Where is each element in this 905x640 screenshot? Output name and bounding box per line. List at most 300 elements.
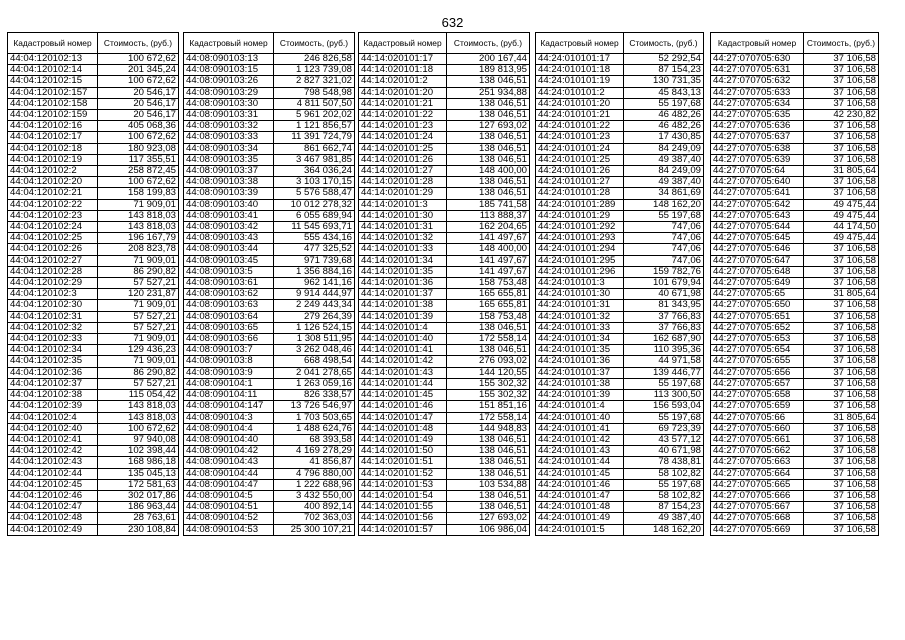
cadastral-number-cell: 44:04:120102:25: [8, 233, 98, 244]
cadastral-number-cell: 44:04:120102:23: [8, 210, 98, 221]
cost-cell: 55 197,68: [624, 378, 704, 389]
cost-cell: 186 963,44: [98, 502, 179, 513]
cadastral-number-cell: 44:24:010101:30: [536, 289, 624, 300]
cadastral-number-cell: 44:27:070705:635: [711, 110, 804, 121]
cadastral-number-cell: 44:27:070705:66: [711, 412, 804, 423]
cost-cell: 49 387,40: [624, 154, 704, 165]
table-row: [711, 412, 879, 423]
cost-cell: 276 093,02: [447, 356, 530, 367]
cost-cell: 40 671,98: [624, 446, 704, 457]
table-row: [184, 210, 355, 221]
table-row: [8, 490, 179, 501]
table-row: [8, 244, 179, 255]
table-row: [359, 468, 530, 479]
table-row: [536, 266, 704, 277]
cadastral-number-cell: 44:27:070705:634: [711, 98, 804, 109]
cost-cell: 185 741,58: [447, 199, 530, 210]
cadastral-number-cell: 44:27:070705:648: [711, 266, 804, 277]
table-row: [184, 87, 355, 98]
table-row: [8, 322, 179, 333]
cost-cell: 55 197,68: [624, 412, 704, 423]
cadastral-number-cell: 44:04:120102:37: [8, 378, 98, 389]
table-row: [359, 412, 530, 423]
table-row: [8, 65, 179, 76]
cost-cell: 37 106,58: [804, 390, 879, 401]
cadastral-number-cell: 44:27:070705:649: [711, 278, 804, 289]
table-row: [8, 423, 179, 434]
cadastral-number-cell: 44:24:010101:20: [536, 98, 624, 109]
table-row: [184, 356, 355, 367]
cost-cell: 1 123 739,08: [274, 65, 355, 76]
cadastral-number-cell: 44:08:090104:52: [184, 513, 274, 524]
cost-cell: 1 263 059,16: [274, 378, 355, 389]
cadastral-number-cell: 44:27:070705:667: [711, 502, 804, 513]
table-row: [8, 345, 179, 356]
cadastral-number-cell: 44:04:120102:26: [8, 244, 98, 255]
cadastral-number-cell: 44:14:020101:48: [359, 423, 447, 434]
cadastral-number-cell: 44:27:070705:668: [711, 513, 804, 524]
cadastral-number-cell: 44:08:090103:13: [184, 54, 274, 65]
table-row: [536, 177, 704, 188]
cost-cell: 37 106,58: [804, 502, 879, 513]
cadastral-number-cell: 44:08:090103:44: [184, 244, 274, 255]
table-row: [184, 233, 355, 244]
table-row: [711, 110, 879, 121]
cadastral-number-cell: 44:24:010101:34: [536, 334, 624, 345]
cadastral-number-cell: 44:08:090103:15: [184, 65, 274, 76]
cost-cell: 200 167,44: [447, 54, 530, 65]
table-row: [184, 76, 355, 87]
table-row: [184, 457, 355, 468]
table-row: [184, 188, 355, 199]
cost-cell: 6 055 689,94: [274, 210, 355, 221]
table-row: [184, 177, 355, 188]
cost-cell: 28 763,61: [98, 513, 179, 524]
table-row: [184, 154, 355, 165]
cost-cell: 37 106,58: [804, 266, 879, 277]
table-row: [359, 143, 530, 154]
table-row: [8, 132, 179, 143]
table-row: [711, 479, 879, 490]
cost-cell: 37 106,58: [804, 513, 879, 524]
table-row: [8, 143, 179, 154]
table-row: [184, 166, 355, 177]
cadastral-number-cell: 44:08:090103:39: [184, 188, 274, 199]
cadastral-number-cell: 44:04:120102:40: [8, 423, 98, 434]
cost-cell: 37 106,58: [804, 54, 879, 65]
cadastral-number-cell: 44:24:010101:48: [536, 502, 624, 513]
cadastral-number-cell: 44:27:070705:642: [711, 199, 804, 210]
cadastral-number-cell: 44:27:070705:664: [711, 468, 804, 479]
cost-cell: 25 300 107,21: [274, 524, 355, 535]
table-row: [8, 76, 179, 87]
table-row: [711, 390, 879, 401]
table-row: [711, 401, 879, 412]
cadastral-number-cell: 44:08:090103:40: [184, 199, 274, 210]
cost-cell: 49 387,40: [624, 513, 704, 524]
cost-cell: 68 393,58: [274, 434, 355, 445]
cost-cell: 10 012 278,32: [274, 199, 355, 210]
cadastral-table-3: [358, 32, 530, 536]
cost-cell: 144 120,55: [447, 367, 530, 378]
table-row: [184, 98, 355, 109]
cost-cell: 135 045,13: [98, 468, 179, 479]
cadastral-number-cell: 44:14:020101:54: [359, 490, 447, 501]
cost-cell: 165 655,81: [447, 289, 530, 300]
cost-cell: 37 106,58: [804, 132, 879, 143]
cost-cell: 405 068,36: [98, 121, 179, 132]
cadastral-number-cell: 44:04:120102:28: [8, 266, 98, 277]
cadastral-number-cell: 44:27:070705:631: [711, 65, 804, 76]
cost-cell: 158 753,48: [447, 311, 530, 322]
table-row: [184, 266, 355, 277]
cadastral-number-cell: 44:24:010101:38: [536, 378, 624, 389]
cadastral-number-cell: 44:08:090103:32: [184, 121, 274, 132]
table-row: [8, 54, 179, 65]
cadastral-number-cell: 44:27:070705:658: [711, 390, 804, 401]
table-row: [359, 154, 530, 165]
cadastral-number-cell: 44:24:010101:22: [536, 121, 624, 132]
cadastral-number-cell: 44:04:120102:14: [8, 65, 98, 76]
table-row: [8, 87, 179, 98]
cost-cell: 1 488 624,76: [274, 423, 355, 434]
table-row: [184, 65, 355, 76]
cost-cell: 747,06: [624, 244, 704, 255]
cost-cell: 113 888,37: [447, 210, 530, 221]
cadastral-number-cell: 44:27:070705:651: [711, 311, 804, 322]
cadastral-number-cell: 44:04:120102:2: [8, 166, 98, 177]
table-row: [359, 490, 530, 501]
cadastral-number-cell: 44:14:020101:42: [359, 356, 447, 367]
cost-cell: 37 106,58: [804, 434, 879, 445]
cost-cell: 101 679,94: [624, 278, 704, 289]
cost-cell: 37 106,58: [804, 367, 879, 378]
column-header-cadastral-number: Кадастровый номер: [184, 33, 274, 54]
cadastral-number-cell: 44:14:020101:55: [359, 502, 447, 513]
cadastral-number-cell: 44:24:010101:40: [536, 412, 624, 423]
cost-cell: 97 940,08: [98, 434, 179, 445]
cadastral-number-cell: 44:04:120102:158: [8, 98, 98, 109]
cost-cell: 138 046,51: [447, 177, 530, 188]
cost-cell: 37 106,58: [804, 334, 879, 345]
table-row: [8, 278, 179, 289]
table-row: [536, 255, 704, 266]
cost-cell: 37 106,58: [804, 143, 879, 154]
cadastral-number-cell: 44:14:020101:46: [359, 401, 447, 412]
table-row: [8, 121, 179, 132]
cadastral-number-cell: 44:04:120102:18: [8, 143, 98, 154]
cadastral-number-cell: 44:24:010101:4: [536, 401, 624, 412]
cost-cell: 165 655,81: [447, 300, 530, 311]
cadastral-number-cell: 44:27:070705:646: [711, 244, 804, 255]
cost-cell: 45 843,13: [624, 87, 704, 98]
table-row: [711, 98, 879, 109]
cost-cell: 55 197,68: [624, 479, 704, 490]
cadastral-number-cell: 44:08:090103:42: [184, 222, 274, 233]
cost-cell: 11 391 724,79: [274, 132, 355, 143]
cadastral-number-cell: 44:14:020101:2: [359, 76, 447, 87]
cost-cell: 44 971,58: [624, 356, 704, 367]
cadastral-number-cell: 44:14:020101:30: [359, 210, 447, 221]
table-row: [359, 188, 530, 199]
table-row: [536, 322, 704, 333]
table-row: [711, 322, 879, 333]
cadastral-number-cell: 44:04:120102:49: [8, 524, 98, 535]
cost-cell: 138 046,51: [447, 154, 530, 165]
cost-cell: 148 162,20: [624, 199, 704, 210]
cadastral-number-cell: 44:08:090103:33: [184, 132, 274, 143]
cost-cell: 9 914 444,97: [274, 289, 355, 300]
table-row: [711, 289, 879, 300]
cost-cell: 138 046,51: [447, 132, 530, 143]
table-row: [184, 401, 355, 412]
cadastral-number-cell: 44:24:010101:295: [536, 255, 624, 266]
table-row: [359, 356, 530, 367]
cadastral-table-4: [535, 32, 704, 536]
table-row: [359, 121, 530, 132]
cost-cell: 37 106,58: [804, 300, 879, 311]
table-row: [536, 502, 704, 513]
table-row: [711, 513, 879, 524]
cost-cell: 246 826,58: [274, 54, 355, 65]
table-row: [536, 98, 704, 109]
cadastral-number-cell: 44:24:010101:27: [536, 177, 624, 188]
cost-cell: 58 102,82: [624, 468, 704, 479]
table-row: [536, 423, 704, 434]
cadastral-number-cell: 44:08:090104:43: [184, 457, 274, 468]
cost-cell: 84 249,09: [624, 143, 704, 154]
cost-cell: 798 548,98: [274, 87, 355, 98]
table-row: [8, 311, 179, 322]
cost-cell: 115 054,42: [98, 390, 179, 401]
table-row: [184, 513, 355, 524]
table-row: [359, 311, 530, 322]
cost-cell: 127 693,02: [447, 121, 530, 132]
cadastral-number-cell: 44:27:070705:669: [711, 524, 804, 535]
cadastral-number-cell: 44:04:120102:20: [8, 177, 98, 188]
table-row: [359, 479, 530, 490]
table-row: [359, 524, 530, 535]
table-row: [184, 524, 355, 535]
cadastral-number-cell: 44:24:010101:17: [536, 54, 624, 65]
cadastral-number-cell: 44:08:090104:42: [184, 446, 274, 457]
cadastral-number-cell: 44:14:020101:4: [359, 322, 447, 333]
cost-cell: 1 222 688,96: [274, 479, 355, 490]
cost-cell: 120 231,87: [98, 289, 179, 300]
cadastral-number-cell: 44:24:010101:29: [536, 210, 624, 221]
cadastral-number-cell: 44:24:010101:33: [536, 322, 624, 333]
cost-cell: 37 106,58: [804, 468, 879, 479]
table-row: [359, 345, 530, 356]
cost-cell: 100 672,62: [98, 54, 179, 65]
cadastral-number-cell: 44:24:010101:26: [536, 166, 624, 177]
cost-cell: 4 811 507,50: [274, 98, 355, 109]
table-row: [8, 266, 179, 277]
table-row: [711, 54, 879, 65]
cadastral-number-cell: 44:04:120102:33: [8, 334, 98, 345]
cost-cell: 52 292,54: [624, 54, 704, 65]
cadastral-number-cell: 44:04:120102:45: [8, 479, 98, 490]
cost-cell: 702 363,03: [274, 513, 355, 524]
cadastral-number-cell: 44:04:120102:21: [8, 188, 98, 199]
cost-cell: 129 436,23: [98, 345, 179, 356]
table-row: [359, 457, 530, 468]
table-row: [8, 154, 179, 165]
cost-cell: 100 672,62: [98, 132, 179, 143]
cadastral-number-cell: 44:08:090103:43: [184, 233, 274, 244]
cadastral-number-cell: 44:04:120102:35: [8, 356, 98, 367]
table-row: [359, 434, 530, 445]
cadastral-number-cell: 44:27:070705:652: [711, 322, 804, 333]
cost-cell: 5 961 202,02: [274, 110, 355, 121]
cadastral-number-cell: 44:27:070705:65: [711, 289, 804, 300]
cost-cell: 37 106,58: [804, 356, 879, 367]
cost-cell: 141 497,67: [447, 233, 530, 244]
cadastral-number-cell: 44:24:010101:5: [536, 524, 624, 535]
table-row: [536, 412, 704, 423]
cadastral-number-cell: 44:27:070705:663: [711, 457, 804, 468]
table-row: [536, 121, 704, 132]
table-row: [359, 446, 530, 457]
table-row: [184, 222, 355, 233]
table-row: [536, 154, 704, 165]
cadastral-number-cell: 44:14:020101:36: [359, 278, 447, 289]
cadastral-number-cell: 44:08:090103:37: [184, 166, 274, 177]
cadastral-number-cell: 44:04:120102:41: [8, 434, 98, 445]
table-row: [184, 479, 355, 490]
cost-cell: 962 141,16: [274, 278, 355, 289]
table-row: [359, 289, 530, 300]
cadastral-number-cell: 44:14:020101:37: [359, 289, 447, 300]
cost-cell: 1 121 856,57: [274, 121, 355, 132]
table-row: [8, 434, 179, 445]
cost-cell: 49 387,40: [624, 177, 704, 188]
table-row: [711, 300, 879, 311]
cadastral-number-cell: 44:27:070705:641: [711, 188, 804, 199]
cost-cell: 13 726 546,97: [274, 401, 355, 412]
cost-cell: 158 199,83: [98, 188, 179, 199]
cadastral-number-cell: 44:24:010101:293: [536, 233, 624, 244]
cost-cell: 31 805,64: [804, 412, 879, 423]
cost-cell: 1 126 524,15: [274, 322, 355, 333]
table-row: [359, 423, 530, 434]
table-row: [184, 390, 355, 401]
cost-cell: 20 546,17: [98, 98, 179, 109]
cost-cell: 46 482,26: [624, 121, 704, 132]
table-row: [184, 468, 355, 479]
table-row: [8, 233, 179, 244]
cadastral-number-cell: 44:14:020101:56: [359, 513, 447, 524]
cadastral-number-cell: 44:27:070705:665: [711, 479, 804, 490]
cadastral-number-cell: 44:08:090103:64: [184, 311, 274, 322]
table-row: [711, 278, 879, 289]
cost-cell: 103 534,88: [447, 479, 530, 490]
cadastral-number-cell: 44:04:120102:30: [8, 300, 98, 311]
table-row: [184, 110, 355, 121]
cadastral-number-cell: 44:24:010101:41: [536, 423, 624, 434]
cadastral-number-cell: 44:24:010101:35: [536, 345, 624, 356]
cadastral-number-cell: 44:24:010101:21: [536, 110, 624, 121]
cadastral-number-cell: 44:14:020101:52: [359, 468, 447, 479]
table-row: [8, 222, 179, 233]
table-row: [536, 334, 704, 345]
cadastral-number-cell: 44:27:070705:654: [711, 345, 804, 356]
cadastral-number-cell: 44:24:010101:42: [536, 434, 624, 445]
cost-cell: 44 174,50: [804, 222, 879, 233]
table-row: [359, 54, 530, 65]
cadastral-number-cell: 44:04:120102:22: [8, 199, 98, 210]
cadastral-number-cell: 44:27:070705:638: [711, 143, 804, 154]
table-row: [8, 479, 179, 490]
cost-cell: 2 827 321,02: [274, 76, 355, 87]
cadastral-number-cell: 44:08:090103:61: [184, 278, 274, 289]
table-row: [536, 278, 704, 289]
cost-cell: 196 167,79: [98, 233, 179, 244]
table-row: [536, 222, 704, 233]
table-row: [711, 423, 879, 434]
cost-cell: 826 338,57: [274, 390, 355, 401]
cost-cell: 57 527,21: [98, 378, 179, 389]
table-row: [711, 76, 879, 87]
cadastral-number-cell: 44:08:090104:3: [184, 412, 274, 423]
cadastral-number-cell: 44:14:020101:32: [359, 233, 447, 244]
table-row: [359, 266, 530, 277]
table-row: [359, 210, 530, 221]
table-row: [359, 513, 530, 524]
cadastral-number-cell: 44:14:020101:27: [359, 166, 447, 177]
table-row: [711, 446, 879, 457]
cost-cell: 747,06: [624, 233, 704, 244]
cadastral-number-cell: 44:14:020101:44: [359, 378, 447, 389]
table-row: [184, 434, 355, 445]
cadastral-number-cell: 44:08:090104:5: [184, 490, 274, 501]
table-row: [536, 367, 704, 378]
table-row: [359, 65, 530, 76]
cadastral-number-cell: 44:08:090104:47: [184, 479, 274, 490]
cadastral-number-cell: 44:14:020101:25: [359, 143, 447, 154]
cost-cell: 400 892,14: [274, 502, 355, 513]
cost-cell: 138 046,51: [447, 98, 530, 109]
cost-cell: 5 576 588,47: [274, 188, 355, 199]
cadastral-number-cell: 44:04:120102:48: [8, 513, 98, 524]
cadastral-number-cell: 44:27:070705:630: [711, 54, 804, 65]
cadastral-number-cell: 44:04:120102:27: [8, 255, 98, 266]
cost-cell: 57 527,21: [98, 322, 179, 333]
cost-cell: 37 106,58: [804, 322, 879, 333]
cost-cell: 162 687,90: [624, 334, 704, 345]
table-row: [184, 199, 355, 210]
cost-cell: 138 046,51: [447, 110, 530, 121]
cadastral-number-cell: 44:04:120102:15: [8, 76, 98, 87]
table-row: [359, 367, 530, 378]
cost-cell: 162 204,65: [447, 222, 530, 233]
table-row: [536, 76, 704, 87]
cost-cell: 81 343,95: [624, 300, 704, 311]
cost-cell: 37 106,58: [804, 457, 879, 468]
cost-cell: 37 106,58: [804, 423, 879, 434]
cost-cell: 130 731,35: [624, 76, 704, 87]
cost-cell: 84 249,09: [624, 166, 704, 177]
cost-cell: 37 106,58: [804, 446, 879, 457]
column-header-cost: Стоимость, (руб.): [274, 33, 355, 54]
cadastral-number-cell: 44:04:120102:31: [8, 311, 98, 322]
table-row: [184, 311, 355, 322]
cadastral-number-cell: 44:27:070705:633: [711, 87, 804, 98]
cadastral-number-cell: 44:08:090103:34: [184, 143, 274, 154]
table-row: [8, 300, 179, 311]
table-row: [184, 143, 355, 154]
cadastral-number-cell: 44:08:090104:44: [184, 468, 274, 479]
